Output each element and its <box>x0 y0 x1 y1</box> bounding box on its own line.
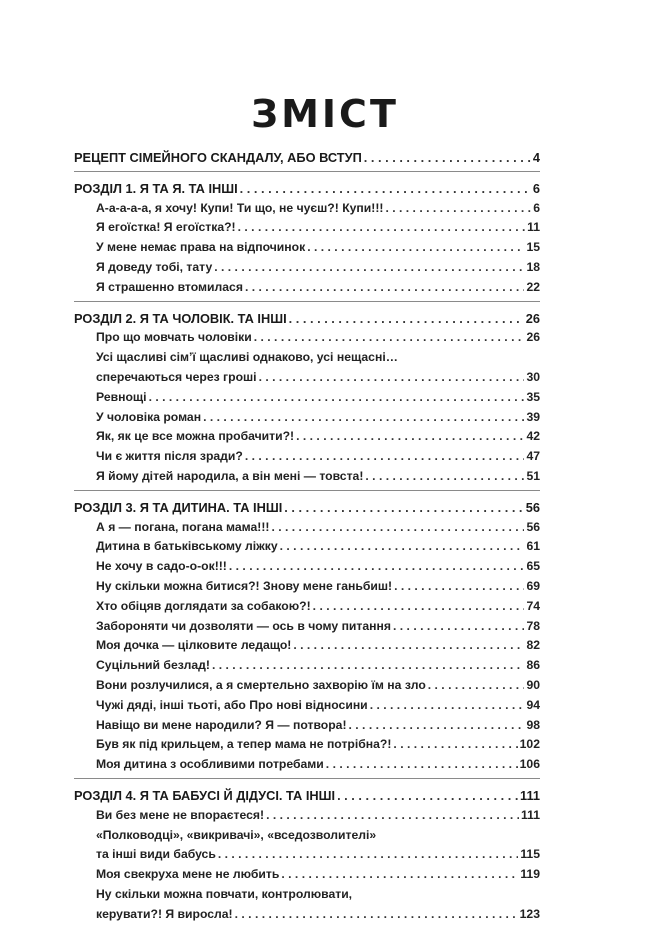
toc-entry[interactable] <box>74 636 540 656</box>
toc-page-number: 111 <box>520 787 540 803</box>
toc-entry-label: Суцільний безлад! <box>96 658 210 673</box>
dot-leader <box>245 447 525 467</box>
toc-page-number: 18 <box>526 259 540 274</box>
toc-entry[interactable] <box>74 845 540 865</box>
toc-page-number: 15 <box>526 240 540 255</box>
toc-entry-label: Я доведу тобі, тату <box>96 259 213 274</box>
toc-page-number: 78 <box>526 618 540 633</box>
toc-section <box>74 786 540 928</box>
toc-page-number: 119 <box>520 867 540 882</box>
toc-entry[interactable] <box>74 656 540 676</box>
toc-entry-label: Я егоїстка! Я егоїстка?! <box>96 220 236 235</box>
dot-leader <box>370 696 525 716</box>
toc-page-number: 111 <box>521 807 540 822</box>
toc-entry-label: та інші види бабусь <box>96 847 216 862</box>
toc-entry[interactable] <box>74 716 540 736</box>
toc-section <box>74 309 540 491</box>
toc-section-heading[interactable] <box>74 786 540 806</box>
toc-entry-label: Моя дитина з особливими потребами <box>96 757 324 772</box>
dot-leader <box>284 498 523 518</box>
toc-entry-label: А-а-а-а-а, я хочу! Купи! Ти що, не чуєш?! Купи!!! <box>96 200 384 215</box>
toc-entry[interactable] <box>74 278 540 298</box>
toc-entry[interactable] <box>74 676 540 696</box>
toc-entry-label: Чи є життя після зради? <box>96 449 243 464</box>
toc-page-number: 51 <box>526 468 540 483</box>
toc-page-number: 4 <box>532 150 540 165</box>
toc-page-number: 115 <box>520 847 540 862</box>
toc-section <box>74 148 540 172</box>
toc-page-number: 98 <box>526 717 540 732</box>
dot-leader <box>393 735 517 755</box>
toc-entry-label: РОЗДІЛ 4. Я ТА БАБУСІ Й ДІДУСІ. ТА ІНШІ <box>74 787 336 803</box>
toc-entry[interactable] <box>74 537 540 557</box>
dot-leader <box>293 636 524 656</box>
toc-entry[interactable] <box>74 735 540 755</box>
toc-page-number: 102 <box>519 737 540 752</box>
dot-leader <box>307 238 524 258</box>
toc-entry-label: РОЗДІЛ 1. Я ТА Я. ТА ІНШІ <box>74 180 238 196</box>
dot-leader <box>203 408 524 428</box>
page-title: ЗМІСТ <box>251 92 399 136</box>
toc-section <box>74 179 540 302</box>
toc-entry[interactable] <box>74 885 540 905</box>
toc-entry-label: Ну скільки можна повчати, контролювати, <box>96 886 353 901</box>
dot-leader <box>245 278 524 298</box>
dot-leader <box>289 309 524 329</box>
toc-entry[interactable] <box>74 368 540 388</box>
dot-leader <box>229 557 525 577</box>
dot-leader <box>254 328 525 348</box>
toc-entry-label: РОЗДІЛ 2. Я ТА ЧОЛОВІК. ТА ІНШІ <box>74 310 287 326</box>
toc-page-number: 26 <box>526 330 540 345</box>
dot-leader <box>393 617 524 637</box>
toc-page-number: 123 <box>519 906 540 921</box>
toc-entry-label: Навіщо ви мене народили? Я — потвора! <box>96 717 347 732</box>
toc-entry[interactable] <box>74 905 540 925</box>
toc-entry[interactable] <box>74 755 540 775</box>
toc-entry[interactable] <box>74 238 540 258</box>
toc-entry-label: Вони розлучилися, а я смертельно захворію їм на зло <box>96 677 426 692</box>
toc-entry[interactable] <box>74 467 540 487</box>
toc-page-number: 22 <box>526 279 540 294</box>
toc-entry[interactable] <box>74 328 540 348</box>
toc-entry-label: Хто обіцяв доглядати за собакою?! <box>96 598 311 613</box>
dot-leader <box>149 388 525 408</box>
table-of-contents <box>74 148 540 934</box>
dot-leader <box>428 676 525 696</box>
toc-entry-label: Забороняти чи дозволяти — ось в чому питання <box>96 618 392 633</box>
toc-entry-label: Ви без мене не впораєтеся! <box>96 807 265 822</box>
toc-page-number: 86 <box>526 658 540 673</box>
dot-leader <box>364 148 531 168</box>
toc-entry-label: сперечаються через гроші <box>96 369 257 384</box>
dot-leader <box>385 199 531 219</box>
toc-entry-label: «Полководці», «викривачі», «вседозволителі» <box>96 827 377 842</box>
dot-leader <box>214 258 524 278</box>
toc-entry-label: Чужі дяді, інші тьоті, або Про нові відносини <box>96 697 368 712</box>
toc-page-number: 39 <box>526 409 540 424</box>
dot-leader <box>271 518 524 538</box>
dot-leader <box>365 467 524 487</box>
dot-leader <box>326 755 518 775</box>
toc-entry[interactable] <box>74 258 540 278</box>
toc-page-number: 82 <box>526 638 540 653</box>
toc-entry[interactable] <box>74 427 540 447</box>
toc-page-number: 74 <box>526 598 540 613</box>
toc-page-number: 35 <box>526 389 540 404</box>
dot-leader <box>313 597 525 617</box>
toc-entry[interactable] <box>74 577 540 597</box>
toc-entry[interactable] <box>74 597 540 617</box>
toc-section-heading[interactable] <box>74 179 540 199</box>
dot-leader <box>394 577 524 597</box>
toc-page-number: 42 <box>526 429 540 444</box>
dot-leader <box>218 845 519 865</box>
toc-entry[interactable] <box>74 826 540 846</box>
toc-page-number: 30 <box>526 369 540 384</box>
toc-entry-label: Не хочу в садо-о-ок!!! <box>96 559 227 574</box>
dot-leader <box>238 218 525 238</box>
toc-page-number: 11 <box>527 220 540 235</box>
toc-page-number: 106 <box>519 757 540 772</box>
toc-entry[interactable] <box>74 408 540 428</box>
dot-leader <box>280 537 525 557</box>
dot-leader <box>235 905 518 925</box>
toc-entry[interactable] <box>74 447 540 467</box>
toc-entry[interactable] <box>74 518 540 538</box>
dot-leader <box>296 427 524 447</box>
toc-page-number: 94 <box>526 697 540 712</box>
toc-entry-label: Усі щасливі сім’ї щасливі однаково, усі нещасні… <box>96 350 398 365</box>
toc-entry-label: Я йому дітей народила, а він мені — товста! <box>96 468 364 483</box>
toc-section-heading[interactable] <box>74 498 540 518</box>
toc-entry-label: Ревнощі <box>96 389 147 404</box>
toc-entry-label: Я страшенно втомилася <box>96 279 243 294</box>
dot-leader <box>259 368 525 388</box>
toc-entry-label: У мене немає права на відпочинок <box>96 240 306 255</box>
toc-entry[interactable] <box>74 617 540 637</box>
toc-page-number: 90 <box>526 677 540 692</box>
toc-section-heading[interactable] <box>74 148 540 168</box>
toc-page-number: 65 <box>526 559 540 574</box>
toc-entry-label: Ну скільки можна битися?! Знову мене ганьбиш! <box>96 578 393 593</box>
toc-page-number: 61 <box>526 539 540 554</box>
toc-page-number: 56 <box>525 499 540 515</box>
toc-page-number: 6 <box>532 180 540 196</box>
toc-entry-label: Про що мовчать чоловіки <box>96 330 252 345</box>
toc-entry[interactable] <box>74 199 540 219</box>
dot-leader <box>266 806 519 826</box>
toc-entry-label: керувати?! Я виросла! <box>96 906 233 921</box>
toc-entry[interactable] <box>74 865 540 885</box>
toc-entry[interactable] <box>74 348 540 368</box>
toc-section <box>74 498 540 779</box>
toc-entry-label: Як, як це все можна пробачити?! <box>96 429 295 444</box>
dot-leader <box>337 786 518 806</box>
toc-entry-label: Дитина в батьківському ліжку <box>96 539 278 554</box>
toc-page-number: 6 <box>533 200 540 215</box>
toc-entry-label: РОЗДІЛ 3. Я ТА ДИТИНА. ТА ІНШІ <box>74 499 283 515</box>
toc-entry-label: Був як під крильцем, а тепер мама не потрібна?! <box>96 737 392 752</box>
dot-leader <box>240 179 531 199</box>
toc-entry-label: А я — погана, погана мама!!! <box>96 519 270 534</box>
dot-leader <box>212 656 524 676</box>
toc-entry[interactable] <box>74 806 540 826</box>
toc-section-heading[interactable] <box>74 309 540 329</box>
toc-page-number: 47 <box>526 449 540 464</box>
toc-entry-label: РЕЦЕПТ СІМЕЙНОГО СКАНДАЛУ, АБО ВСТУП <box>74 150 362 165</box>
toc-entry-label: У чоловіка роман <box>96 409 202 424</box>
toc-entry[interactable] <box>74 218 540 238</box>
dot-leader <box>349 716 525 736</box>
toc-page-number: 26 <box>525 310 540 326</box>
toc-entry[interactable] <box>74 557 540 577</box>
toc-entry[interactable] <box>74 388 540 408</box>
toc-entry-label: Моя свекруха мене не любить <box>96 867 280 882</box>
toc-entry-label: Моя дочка — цілковите ледащо! <box>96 638 292 653</box>
dot-leader <box>281 865 518 885</box>
toc-page-number: 69 <box>526 578 540 593</box>
toc-page-number: 56 <box>526 519 540 534</box>
toc-entry[interactable] <box>74 696 540 716</box>
